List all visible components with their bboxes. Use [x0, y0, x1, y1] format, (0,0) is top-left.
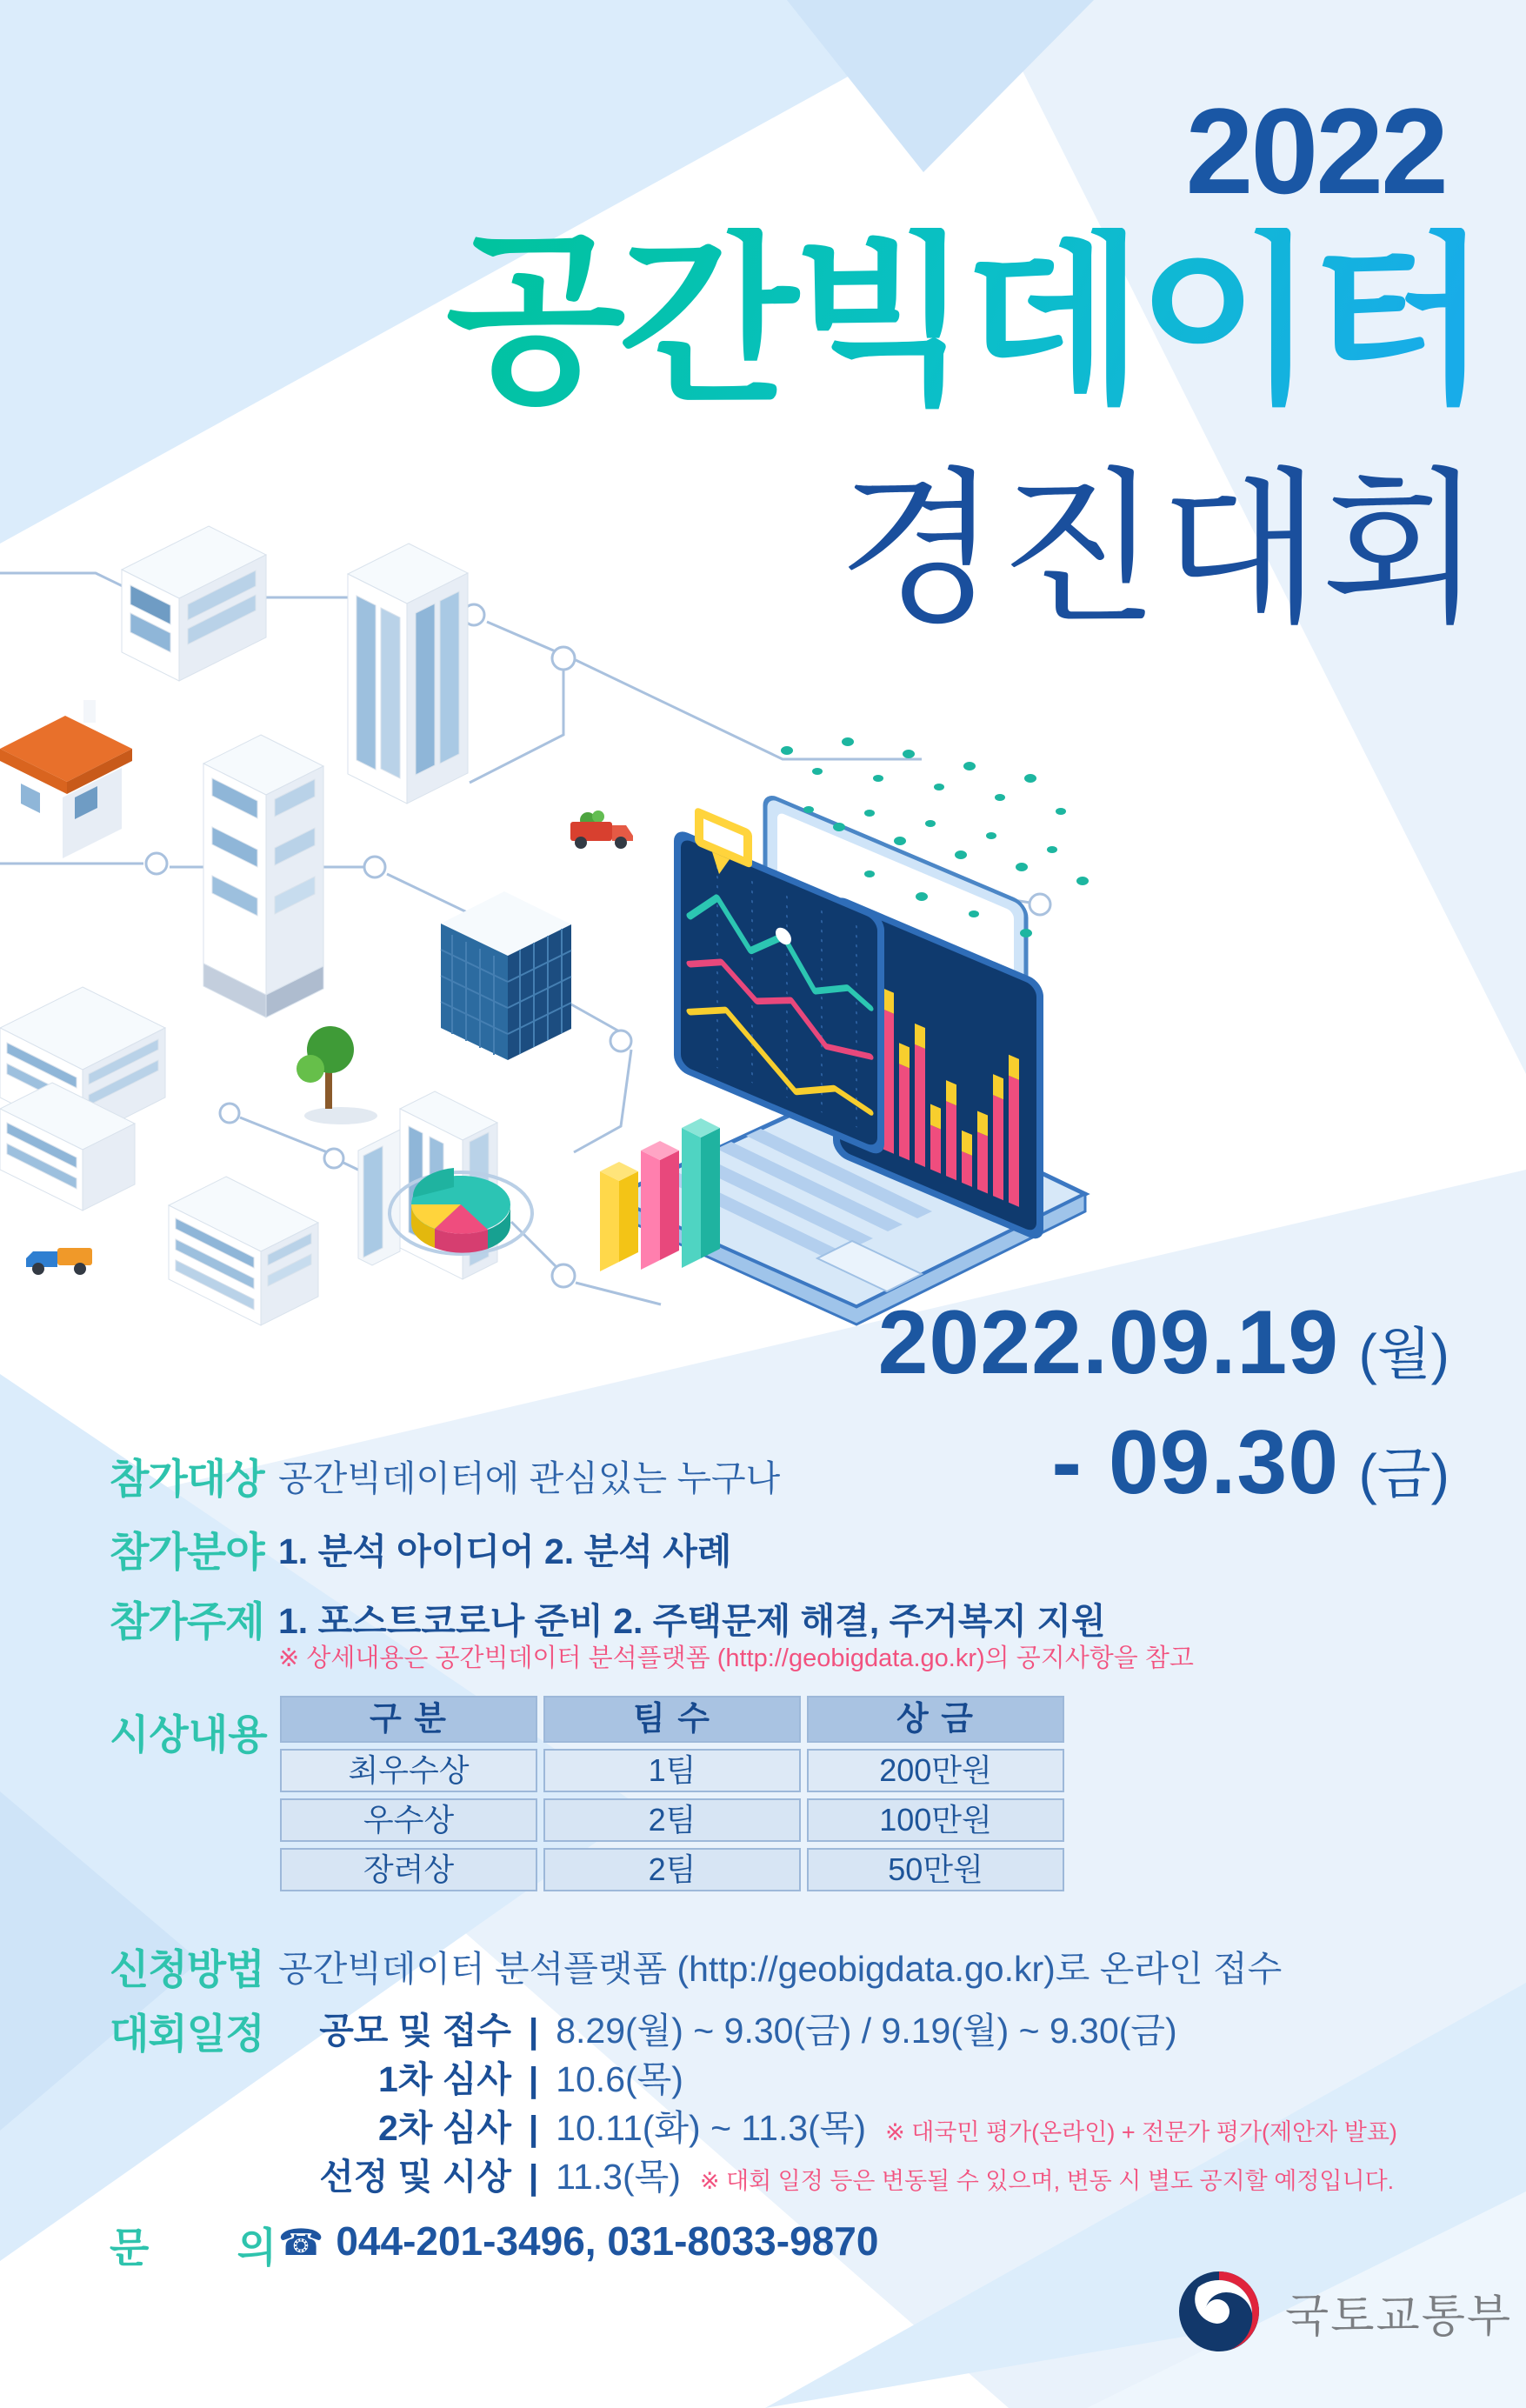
tower-building-icon: [348, 544, 468, 804]
column-chart-icon: [600, 1118, 720, 1271]
awards-table-row: [280, 1798, 1064, 1842]
info-label: 참가분야: [110, 1529, 264, 1575]
divider-bar: |: [529, 2158, 539, 2197]
awards-header-cell: 상 금: [807, 1696, 1064, 1743]
house-icon: [0, 700, 132, 858]
info-value: 1. 포스트코로나 준비 2. 주택문제 해결, 주거복지 지원: [278, 1601, 1106, 1641]
schedule-row: 1차 심사 | 10.6(목): [377, 2059, 683, 2099]
truck-icon: [570, 810, 633, 849]
ministry-name: 국토교통부: [1285, 2291, 1513, 2342]
divider-bar: |: [529, 2012, 539, 2051]
event-date-end: - 09.30 (금): [1051, 1412, 1449, 1513]
office-building-icon: [122, 526, 266, 681]
contact-label: 문 의: [110, 2225, 277, 2271]
info-row-target: [110, 1447, 780, 1505]
schedule-label-row: [110, 2002, 278, 2060]
awards-cell: 최우수상: [280, 1749, 537, 1792]
awards-cell: 50만원: [807, 1848, 1064, 1891]
apply-label: 신청방법: [110, 1946, 264, 1992]
schedule-row: 선정 및 시상 | 11.3(목) ※ 대회 일정 등은 변동될 수 있으며, 변동 시 별도 공지할 예정입니다.: [319, 2157, 1395, 2197]
truck-icon: [26, 1248, 92, 1275]
divider-bar: |: [529, 2110, 539, 2148]
awards-cell: 100만원: [807, 1798, 1064, 1842]
awards-cell: 장려상: [280, 1848, 537, 1891]
poster-subtitle: 경진대회: [837, 456, 1483, 643]
schedule-label: 대회일정: [110, 2011, 264, 2057]
phone-icon: ☎: [278, 2222, 324, 2263]
moit-emblem-icon: [1176, 2266, 1266, 2357]
awards-cell: 2팀: [543, 1848, 801, 1891]
awards-cell: 1팀: [543, 1749, 801, 1792]
awards-header-cell: 구 분: [280, 1696, 537, 1743]
info-label: 참가대상: [110, 1456, 264, 1502]
schedule-row: 공모 및 접수 | 8.29(월) ~ 9.30(금) / 9.19(월) ~ 9.30(금): [319, 2011, 1177, 2051]
divider-bar: |: [529, 2061, 539, 2099]
awards-section-label: 시상내용: [110, 1711, 268, 1758]
glass-building-icon: [441, 891, 571, 1060]
info-value: 1. 분석 아이디어 2. 분석 사례: [278, 1531, 732, 1571]
awards-table-header-row: [280, 1696, 1064, 1743]
awards-cell: 2팀: [543, 1798, 801, 1842]
contact-phone: ☎ 044-201-3496, 031-8033-9870: [278, 2218, 879, 2264]
awards-cell: 200만원: [807, 1749, 1064, 1792]
slab-building-icon: [169, 1177, 318, 1325]
awards-table-row: [280, 1749, 1064, 1792]
awards-table-row: [280, 1848, 1064, 1891]
tower-building-icon: [203, 735, 323, 1017]
ministry-logo: [1176, 2266, 1512, 2357]
info-label: 참가주제: [110, 1598, 264, 1644]
poster-year: 2022: [1185, 83, 1446, 219]
schedule-note: ※ 대국민 평가(온라인) + 전문가 평가(제안자 발표): [885, 2119, 1397, 2145]
event-date-start: 2022.09.19 (월): [877, 1292, 1449, 1393]
info-row-field: [110, 1520, 731, 1578]
schedule-row: 2차 심사 | 10.11(화) ~ 11.3(목) ※ 대국민 평가(온라인) + 전문가 평가(제안자 발표): [377, 2108, 1397, 2148]
event-dates: [877, 1292, 1449, 1513]
awards-cell: 우수상: [280, 1798, 537, 1842]
info-value: 공간빅데이터에 관심있는 누구나: [278, 1458, 781, 1498]
poster-title: 공간빅데이터: [445, 217, 1483, 424]
apply-row: [110, 1938, 1282, 1996]
awards-table: [280, 1696, 1064, 1898]
topic-note: ※ 상세내용은 공간빅데이터 분석플랫폼 (http://geobigdata.go.kr)의 공지사항을 참고: [278, 1644, 1194, 1672]
awards-header-cell: 팀 수: [543, 1696, 801, 1743]
schedule-note: ※ 대회 일정 등은 변동될 수 있으며, 변동 시 별도 공지할 예정입니다.: [699, 2168, 1395, 2194]
tree-icon: [297, 1026, 377, 1124]
apply-value: 공간빅데이터 분석플랫폼 (http://geobigdata.go.kr)로 온라인 접수: [278, 1949, 1283, 1989]
